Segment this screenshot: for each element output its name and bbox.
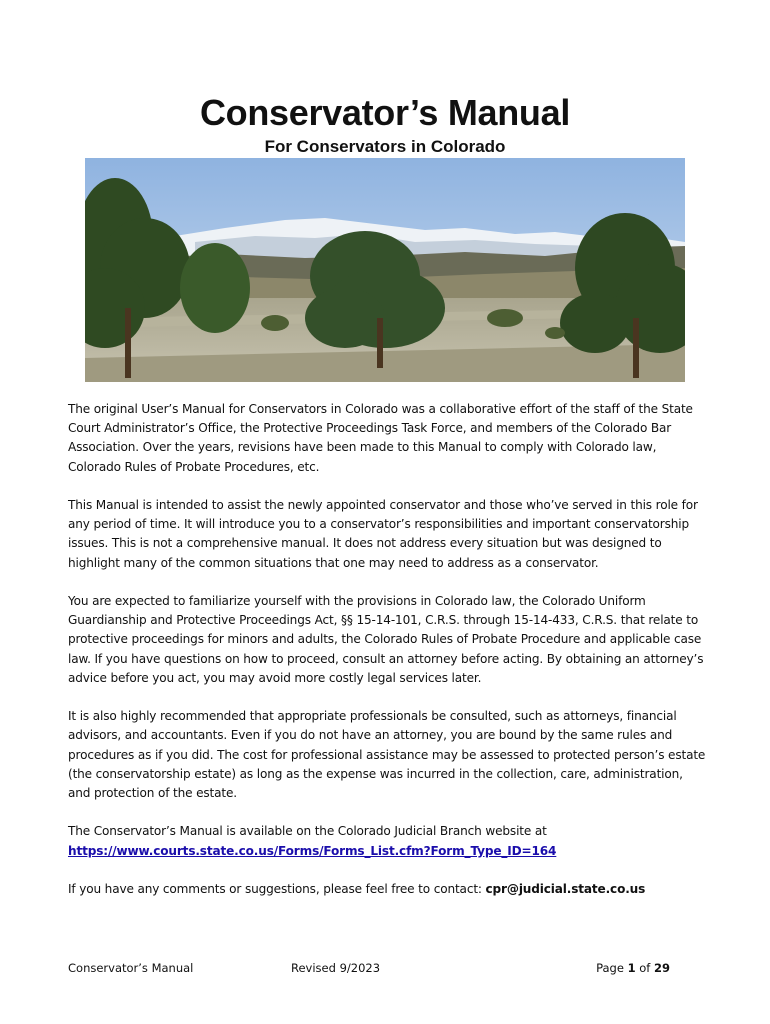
footer-title: Conservator’s Manual (68, 961, 194, 975)
page-current: 1 (627, 961, 636, 975)
availability-text: The Conservator’s Manual is available on the Colorado Judicial Branch website at (68, 824, 547, 839)
footer-revision: Revised 9/2023 (291, 961, 381, 975)
paragraph-intro: The original User’s Manual for Conservators in Colorado was a collaborative effort of the staff of the State Court Administrator’s Office, the Protective Proceedings Task Force, and members of the Colorado Bar Association. Over the years, revisions have been made to this Manual to comply with Colorado law, Colorado Rules of Probate Procedures, etc. (68, 402, 693, 474)
page-word: Page (596, 961, 628, 975)
paragraph-contact (68, 880, 708, 899)
page-total: 29 (653, 961, 670, 975)
of-word: of (635, 961, 654, 975)
paragraph-availability (68, 822, 708, 860)
body-text (68, 400, 708, 918)
forms-link[interactable]: https://www.courts.state.co.us/Forms/Forms_List.cfm?Form_Type_ID=164 (68, 843, 557, 858)
contact-email[interactable]: cpr@judicial.state.co.us (485, 882, 646, 896)
contact-text: If you have any comments or suggestions, please feel free to contact: (68, 882, 486, 896)
page-footer (68, 961, 688, 979)
page-title: Conservator’s Manual (199, 92, 571, 133)
page-subtitle: For Conservators in Colorado (264, 137, 506, 156)
paragraph-purpose: This Manual is intended to assist the newly appointed conservator and those who’ve served in this role for any period of time. It will introduce you to a conservator’s responsibilities and important conservatorship issues. This is not a comprehensive manual. It does not address every situation but was designed to highlight many of the common situations that one may need to address as a conservator. (68, 498, 698, 570)
landscape-photo (85, 158, 685, 382)
paragraph-professionals: It is also highly recommended that appropriate professionals be consulted, such as attorneys, financial advisors, and accountants. Even if you do not have an attorney, you are bound by the same rules and procedures as if you did. The cost for professional assistance may be assessed to protected person’s estate (the conservatorship estate) as long as the expense was incurred in the collection, care, administration, and protection of the estate. (68, 709, 706, 801)
paragraph-law: You are expected to familiarize yourself with the provisions in Colorado law, the Colorado Uniform Guardianship and Protective Proceedings Act, §§ 15-14-101, C.R.S. through 15-14-433, C.R.S. that relate to protective proceedings for minors and adults, the Colorado Rules of Probate Procedure and applicable case law. If you have questions on how to proceed, consult an attorney before acting. By obtaining an attorney’s advice before you act, you may avoid more costly legal services later. (68, 594, 704, 685)
footer-page-number (596, 961, 670, 975)
